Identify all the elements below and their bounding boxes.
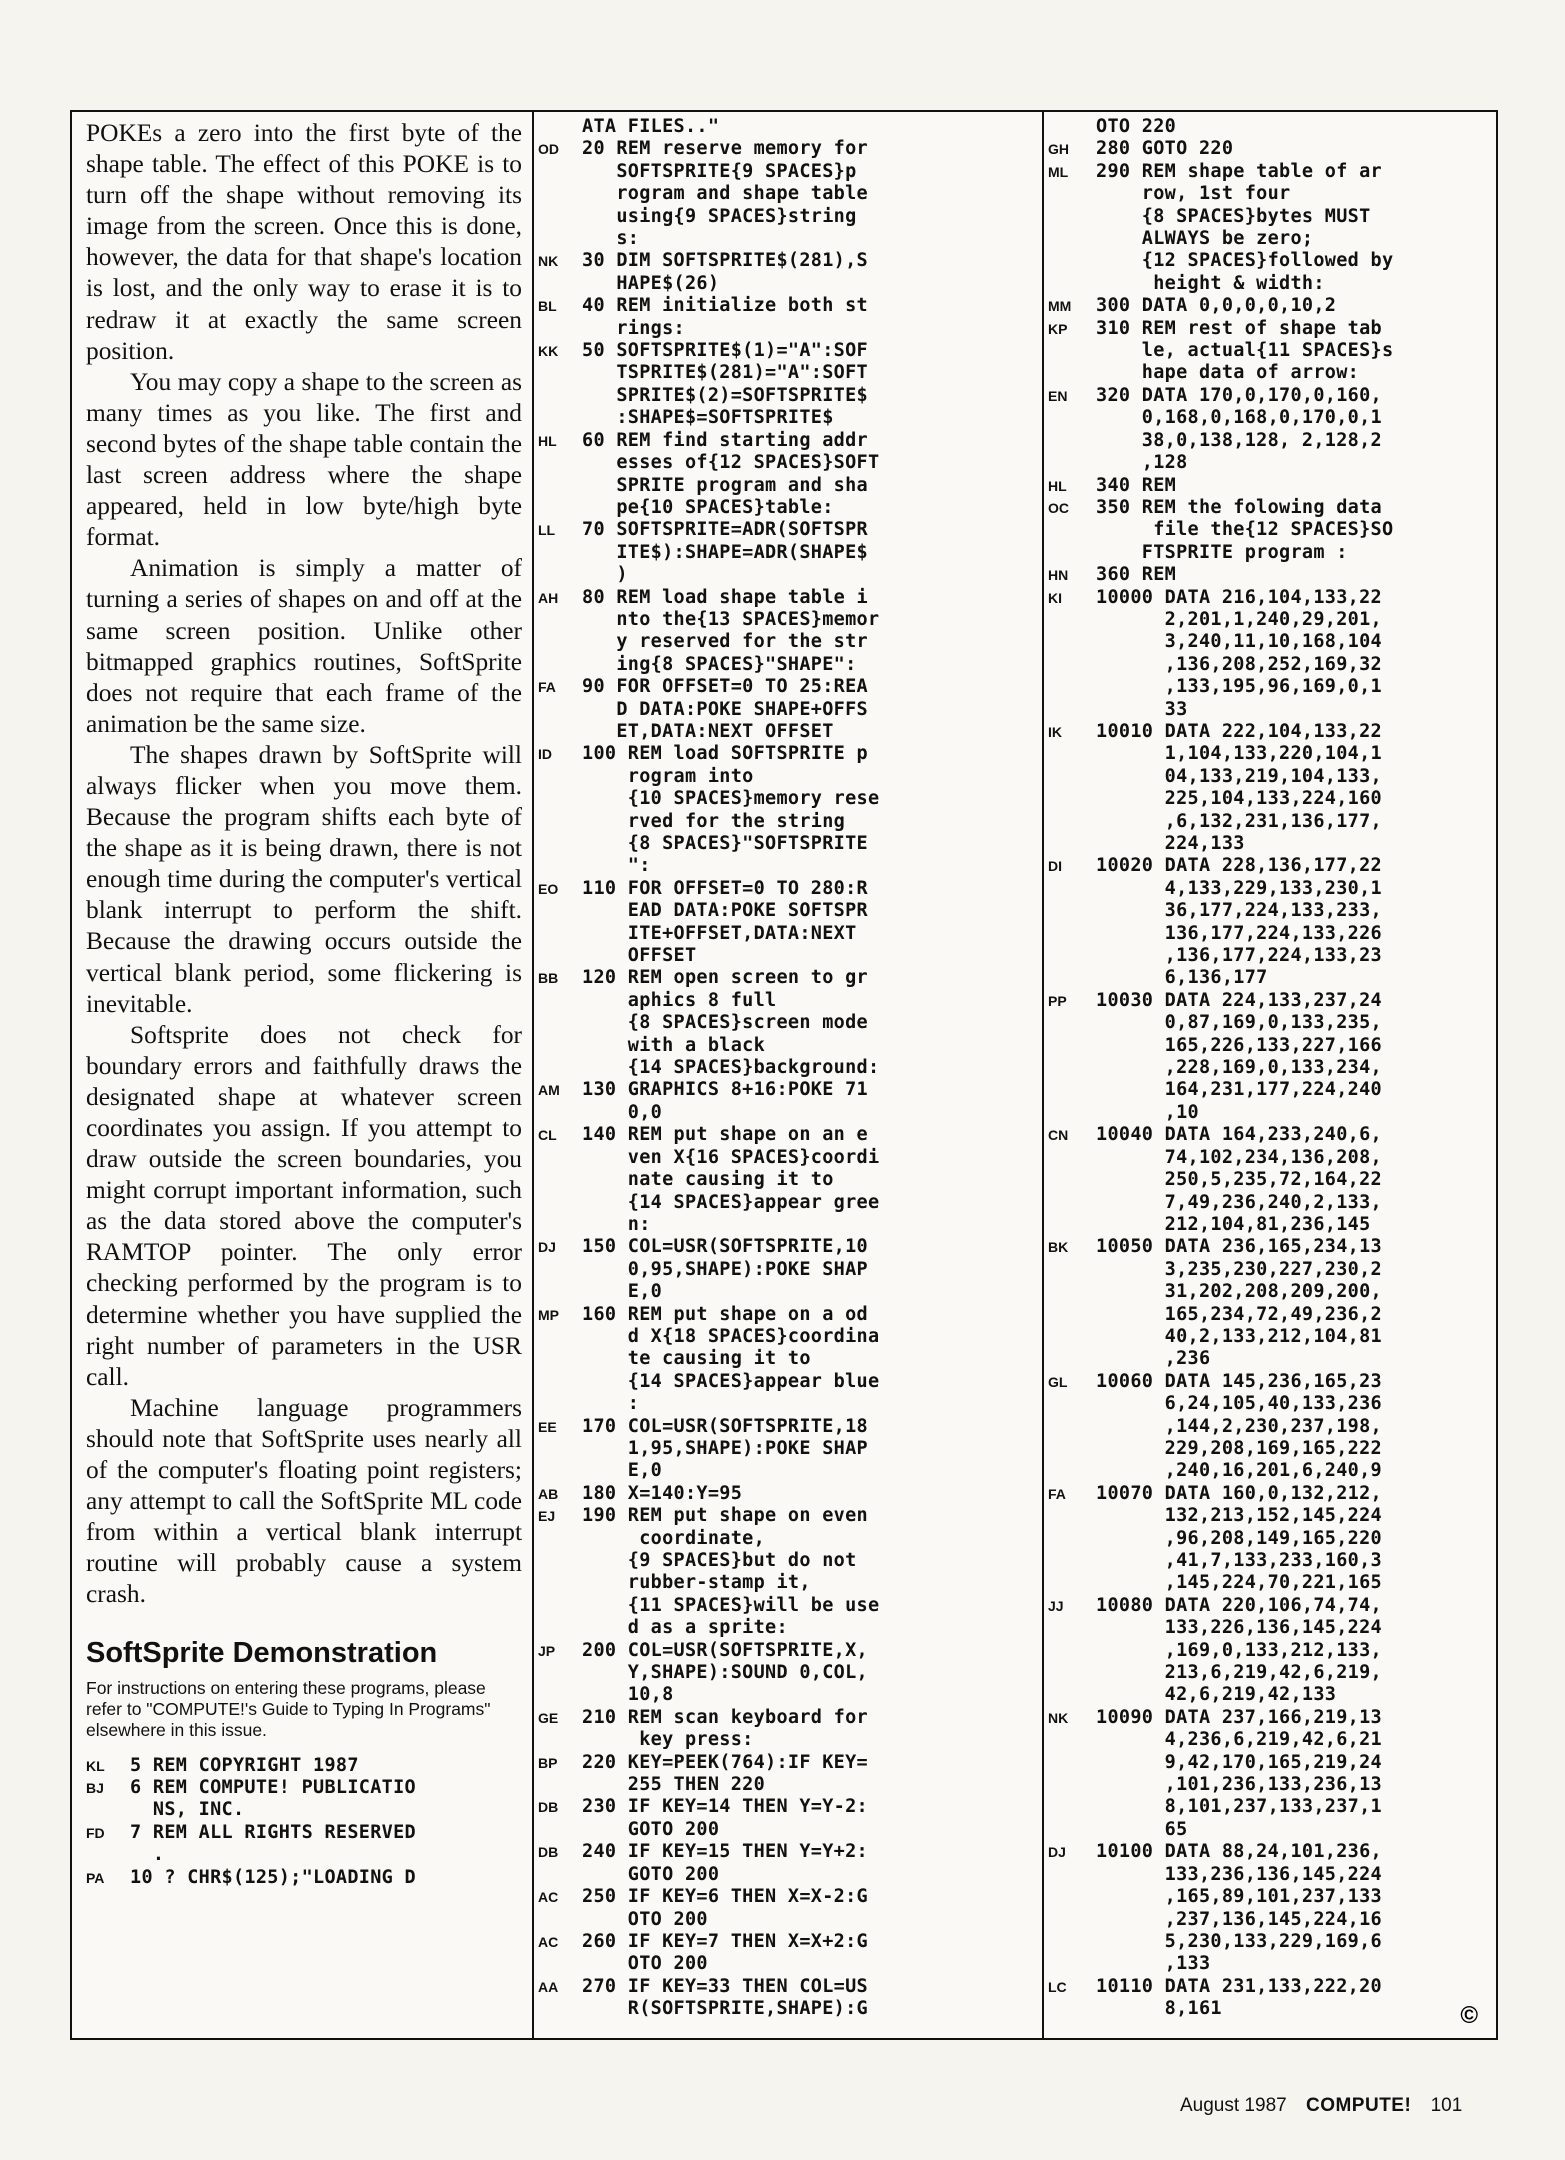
paragraph: POKEs a zero into the first byte of the shape table. The effect of this POKE is to turn off the shape without removing its image from the screen. Once this is done, however, the data for that shape's location is lost, and the only way to erase it is to redraw it at exactly the same screen position. <box>86 119 522 365</box>
code-text: 280 GOTO 220 <box>1096 138 1234 160</box>
code-text: 350 REM the folowing data file the{12 SPACES}SO FTSPRITE program : <box>1096 496 1394 563</box>
checksum-tag: AB <box>538 1485 559 1502</box>
code-text: 290 REM shape table of ar row, 1st four {8 SPACES}bytes MUST ALWAYS be zero; {12 SPACES}followed by height & width: <box>1096 160 1394 294</box>
code-text: 30 DIM SOFTSPRITE$(281),S HAPE$(26) <box>582 250 868 294</box>
listing-line <box>1048 161 1492 295</box>
checksum-tag: OC <box>1048 499 1069 516</box>
code-text: 360 REM <box>1096 564 1177 586</box>
checksum-tag: KP <box>1048 320 1068 337</box>
listing-line <box>538 1841 1036 1886</box>
program-listing-part-2 <box>538 116 1036 2021</box>
code-text: OTO 220 <box>1096 116 1177 137</box>
listing-line <box>538 1079 1036 1124</box>
checksum-tag: MP <box>538 1306 559 1323</box>
listing-line <box>538 1124 1036 1236</box>
code-text: 160 REM put shape on a od d X{18 SPACES}coordina te causing it to {14 SPACES}appear blue : <box>582 1303 880 1415</box>
checksum-tag: DI <box>1048 858 1062 875</box>
code-text: 220 KEY=PEEK(764):IF KEY= 255 THEN 220 <box>582 1751 868 1796</box>
checksum-tag: ID <box>538 746 552 763</box>
listing-line <box>1048 1841 1492 1975</box>
listing-line <box>1048 587 1492 721</box>
checksum-tag: JJ <box>1048 1597 1064 1614</box>
listing-line <box>538 1931 1036 1976</box>
checksum-tag: AM <box>538 1082 560 1099</box>
paragraph: Machine language programmers should note that SoftSprite uses nearly all of the computer's floating point registers; any attempt to call the SoftSprite ML code from within a vertical blank interrupt routine will probably cause a system crash. <box>86 1393 522 1609</box>
listing-line <box>1048 1371 1492 1483</box>
listing-line <box>1048 138 1492 160</box>
checksum-tag: DJ <box>1048 1844 1066 1861</box>
listing-line <box>538 967 1036 1079</box>
page-footer <box>1180 2095 1462 2117</box>
listing-line <box>1048 721 1492 855</box>
code-text: 130 GRAPHICS 8+16:POKE 71 0,0 <box>582 1079 868 1123</box>
code-text: 150 COL=USR(SOFTSPRITE,10 0,95,SHAPE):POKE SHAP E,0 <box>582 1236 868 1303</box>
checksum-tag: HL <box>538 432 557 449</box>
checksum-tag: EJ <box>538 1508 556 1525</box>
listing-line <box>86 1755 522 1777</box>
checksum-tag: PA <box>86 1869 105 1886</box>
code-text: 210 REM scan keyboard for key press: <box>582 1706 868 1751</box>
listing-line <box>538 1707 1036 1752</box>
code-text: 170 COL=USR(SOFTSPRITE,18 1,95,SHAPE):POKE SHAP E,0 <box>582 1415 868 1482</box>
checksum-tag: LL <box>538 522 556 539</box>
listing-line <box>538 1886 1036 1931</box>
code-text: 270 IF KEY=33 THEN COL=US R(SOFTSPRITE,SHAPE):G <box>582 1975 868 2020</box>
checksum-tag: FA <box>1048 1485 1066 1502</box>
checksum-tag: CL <box>538 1127 557 1144</box>
column-3 <box>1042 112 1498 2038</box>
listing-line <box>538 587 1036 677</box>
code-text: 50 SOFTSPRITE$(1)="A":SOF TSPRITE$(281)="A":SOFT SPRITE$(2)=SOFTSPRITE$ :SHAPE$=SOFTSPRITE$ <box>582 340 868 429</box>
listing-line <box>1048 318 1492 385</box>
checksum-tag: HN <box>1048 567 1069 584</box>
listing-line <box>538 295 1036 340</box>
checksum-tag: BB <box>538 970 559 987</box>
checksum-tag: DB <box>538 1799 559 1816</box>
code-text: 10000 DATA 216,104,133,22 2,201,1,240,29,201, 3,240,11,10,168,104 ,136,208,252,169,32 ,133,195,96,169,0,1 33 <box>1096 586 1382 720</box>
listing-line <box>1048 295 1492 317</box>
code-text: 140 REM put shape on an e ven X{16 SPACES}coordi nate causing it to {14 SPACES}appear gree n: <box>582 1124 880 1235</box>
listing-line <box>538 519 1036 586</box>
listing-line <box>1048 1595 1492 1707</box>
listing-line <box>1048 475 1492 497</box>
checksum-tag: DB <box>538 1844 559 1861</box>
code-text: 10060 DATA 145,236,165,23 6,24,105,40,133,236 ,144,2,230,237,198, 229,208,169,165,222 ,240,16,201,6,240,9 <box>1096 1370 1382 1482</box>
program-listing-part-1 <box>86 1755 522 1889</box>
listing-line <box>1048 116 1492 138</box>
checksum-tag: AC <box>538 1889 559 1906</box>
issue-date: August 1987 <box>1180 2095 1287 2116</box>
code-text: 10010 DATA 222,104,133,22 1,104,133,220,104,1 04,133,219,104,133, 225,104,133,224,160 ,6,132,231,136,177, 224,133 <box>1096 720 1382 854</box>
checksum-tag: EN <box>1048 387 1068 404</box>
page-number: 101 <box>1430 2095 1463 2116</box>
listing-line <box>1048 1236 1492 1370</box>
checksum-tag: KI <box>1048 589 1062 606</box>
listing-line <box>538 138 1036 250</box>
listing-line <box>538 116 1036 138</box>
checksum-tag: GH <box>1048 141 1069 158</box>
checksum-tag: KK <box>538 343 559 360</box>
listing-line <box>538 1304 1036 1416</box>
listing-line <box>1048 1707 1492 1841</box>
listing-line <box>1048 990 1492 1124</box>
code-text: 200 COL=USR(SOFTSPRITE,X, Y,SHAPE):SOUND 0,COL, 10,8 <box>582 1639 868 1706</box>
listing-line <box>538 1483 1036 1505</box>
code-text: 10100 DATA 88,24,101,236, 133,236,136,145,224 ,165,89,101,237,133 ,237,136,145,224,16 5,230,133,229,169,6 ,133 <box>1096 1841 1382 1975</box>
code-text: 320 DATA 170,0,170,0,160, 0,168,0,168,0,170,0,1 38,0,138,128, 2,128,2 ,128 <box>1096 384 1382 474</box>
checksum-tag: GE <box>538 1709 559 1726</box>
checksum-tag: FA <box>538 679 556 696</box>
listing-line <box>86 1777 522 1822</box>
code-text: 10050 DATA 236,165,234,13 3,235,230,227,230,2 31,202,208,209,200, 165,234,72,49,236,2 40,2,133,212,104,81 ,236 <box>1096 1236 1382 1370</box>
article-body <box>86 118 522 1611</box>
listing-line <box>538 1640 1036 1707</box>
code-text: 10030 DATA 224,133,237,24 0,87,169,0,133,235, 165,226,133,227,166 ,228,169,0,133,234, 164,231,177,224,240 ,10 <box>1096 989 1382 1123</box>
checksum-tag: BK <box>1048 1239 1069 1256</box>
code-text: 230 IF KEY=14 THEN Y=Y-2: GOTO 200 <box>582 1796 868 1840</box>
checksum-tag: BJ <box>86 1779 104 1796</box>
listing-line <box>538 430 1036 520</box>
listing-line <box>1048 855 1492 989</box>
checksum-tag: HL <box>1048 477 1067 494</box>
section-title: SoftSprite Demonstration <box>86 1636 438 1669</box>
listing-line <box>538 1416 1036 1483</box>
code-text: 60 REM find starting addr esses of{12 SPACES}SOFT SPRITE program and sha pe{10 SPACES}table: <box>582 429 880 518</box>
listing-line <box>1048 385 1492 475</box>
code-text: 260 IF KEY=7 THEN X=X+2:G OTO 200 <box>582 1930 868 1975</box>
code-text: 20 REM reserve memory for SOFTSPRITE{9 SPACES}p rogram and shape table using{9 SPACES}string s: <box>582 138 868 250</box>
checksum-tag: GL <box>1048 1373 1068 1390</box>
checksum-tag: EO <box>538 880 559 897</box>
checksum-tag: NK <box>1048 1709 1069 1726</box>
checksum-tag: IK <box>1048 723 1062 740</box>
listing-line <box>538 250 1036 295</box>
paragraph: The shapes drawn by SoftSprite will always flicker when you move them. Because the program shifts each byte of the shape as it is being drawn, there is not enough time during the computer's vertical blank interrupt to perform the shift. Because the drawing occurs outside the vertical blank period, some flickering is inevitable. <box>86 740 522 1018</box>
magazine-name: COMPUTE! <box>1305 2095 1412 2116</box>
checksum-tag: OD <box>538 141 559 158</box>
listing-line <box>538 1505 1036 1639</box>
listing-line <box>1048 497 1492 564</box>
code-text: 100 REM load SOFTSPRITE p rogram into {10 SPACES}memory rese rved for the string {8 SPACES}"SOFTSPRITE ": <box>582 743 880 877</box>
code-text: 10020 DATA 228,136,177,22 4,133,229,133,230,1 36,177,224,133,233, 136,177,224,133,226 ,136,177,224,133,23 6,136,177 <box>1096 855 1382 989</box>
listing-line <box>86 1822 522 1867</box>
code-text: 70 SOFTSPRITE=ADR(SOFTSPR ITE$):SHAPE=ADR(SHAPE$ ) <box>582 519 868 586</box>
listing-line <box>538 340 1036 430</box>
checksum-tag: LC <box>1048 1978 1067 1995</box>
code-text: 10070 DATA 160,0,132,212, 132,213,152,145,224 ,96,208,149,165,220 ,41,7,133,233,160,3 ,145,224,70,221,165 <box>1096 1482 1382 1594</box>
code-text: 190 REM put shape on even coordinate, {9 SPACES}but do not rubber-stamp it, {11 SPACES}will be use d as a sprite: <box>582 1505 880 1639</box>
listing-line <box>538 1752 1036 1797</box>
code-text: 10080 DATA 220,106,74,74, 133,226,136,145,224 ,169,0,133,212,133, 213,6,219,42,6,219, 42,6,219,42,133 <box>1096 1594 1382 1706</box>
code-text: 110 FOR OFFSET=0 TO 280:R EAD DATA:POKE SOFTSPR ITE+OFFSET,DATA:NEXT OFFSET <box>582 877 868 967</box>
checksum-tag: FD <box>86 1824 105 1841</box>
listing-line <box>86 1867 522 1889</box>
code-text: 5 REM COPYRIGHT 1987 <box>130 1754 359 1776</box>
code-text: 6 REM COMPUTE! PUBLICATIO NS, INC. <box>130 1776 416 1821</box>
code-text: 10040 DATA 164,233,240,6, 74,102,234,136,208, 250,5,235,72,164,22 7,49,236,240,2,133, 212,104,81,236,145 <box>1096 1124 1382 1235</box>
checksum-tag: DJ <box>538 1239 556 1256</box>
code-text: 250 IF KEY=6 THEN X=X-2:G OTO 200 <box>582 1886 868 1930</box>
listing-line <box>1048 1483 1492 1595</box>
code-text: 40 REM initialize both st rings: <box>582 295 868 339</box>
checksum-tag: ML <box>1048 163 1069 180</box>
column-1 <box>72 112 532 2038</box>
code-text: 120 REM open screen to gr aphics 8 full {8 SPACES}screen mode with a black {14 SPACES}background: <box>582 967 880 1079</box>
code-text: 240 IF KEY=15 THEN Y=Y+2: GOTO 200 <box>582 1841 868 1885</box>
checksum-tag: AC <box>538 1933 559 1950</box>
magazine-page <box>70 110 1498 2040</box>
checksum-tag: KL <box>86 1757 105 1774</box>
code-text: 10110 DATA 231,133,222,20 8,161 <box>1096 1975 1382 2020</box>
code-text: 310 REM rest of shape tab le, actual{11 SPACES}s hape data of arrow: <box>1096 317 1394 384</box>
code-text: ATA FILES.." <box>582 116 720 137</box>
column-2 <box>532 112 1042 2038</box>
checksum-tag: CN <box>1048 1127 1069 1144</box>
checksum-tag: MM <box>1048 298 1072 315</box>
listing-line <box>538 743 1036 877</box>
code-text: 7 REM ALL RIGHTS RESERVED . <box>130 1821 416 1866</box>
listing-line <box>1048 564 1492 586</box>
listing-line <box>538 676 1036 743</box>
paragraph: You may copy a shape to the screen as many times as you like. The first and second bytes of the shape table contain the last screen address where the shape appeared, held in low byte/high byte format. <box>86 367 522 552</box>
checksum-tag: PP <box>1048 992 1067 1009</box>
listing-line <box>538 1976 1036 2021</box>
end-mark-icon: © <box>1460 2002 1478 2029</box>
checksum-tag: NK <box>538 253 559 270</box>
code-text: 340 REM <box>1096 474 1177 496</box>
code-text: 80 REM load shape table i nto the{13 SPACES}memor y reserved for the str ing{8 SPACES}"SHAPE": <box>582 586 880 675</box>
code-text: 180 X=140:Y=95 <box>582 1482 743 1504</box>
listing-line <box>538 878 1036 968</box>
listing-line <box>538 1796 1036 1841</box>
checksum-tag: BP <box>538 1754 558 1771</box>
typing-instructions: For instructions on entering these programs, please refer to "COMPUTE!'s Guide to Typing In Programs" elsewhere in this issue. <box>86 1677 491 1740</box>
paragraph: Softsprite does not check for boundary errors and faithfully draws the designated shape at whatever screen coordinates you assign. If you attempt to draw outside the screen boundaries, you might corrupt important information, such as the data stored above the computer's RAMTOP pointer. The only error checking performed by the program is to determine whether you have supplied the right number of parameters in the USR call. <box>86 1020 522 1391</box>
listing-line <box>1048 1124 1492 1236</box>
listing-line <box>1048 1976 1492 2021</box>
code-text: 90 FOR OFFSET=0 TO 25:REA D DATA:POKE SHAPE+OFFS ET,DATA:NEXT OFFSET <box>582 676 868 742</box>
checksum-tag: BL <box>538 298 557 315</box>
paragraph: Animation is simply a matter of turning a series of shapes on and off at the same screen position. Unlike other bitmapped graphics routines, SoftSprite does not require that each frame of the animation be the same size. <box>86 554 522 738</box>
checksum-tag: EE <box>538 1418 557 1435</box>
checksum-tag: AH <box>538 589 559 606</box>
code-text: 300 DATA 0,0,0,0,10,2 <box>1096 295 1337 317</box>
listing-line <box>538 1236 1036 1303</box>
checksum-tag: JP <box>538 1642 556 1659</box>
code-text: 10 ? CHR$(125);"LOADING D <box>130 1866 416 1888</box>
program-listing-part-3 <box>1048 116 1492 2021</box>
checksum-tag: AA <box>538 1978 559 1995</box>
code-text: 10090 DATA 237,166,219,13 4,236,6,219,42,6,21 9,42,170,165,219,24 ,101,236,133,236,13 8,101,237,133,237,1 65 <box>1096 1706 1382 1840</box>
